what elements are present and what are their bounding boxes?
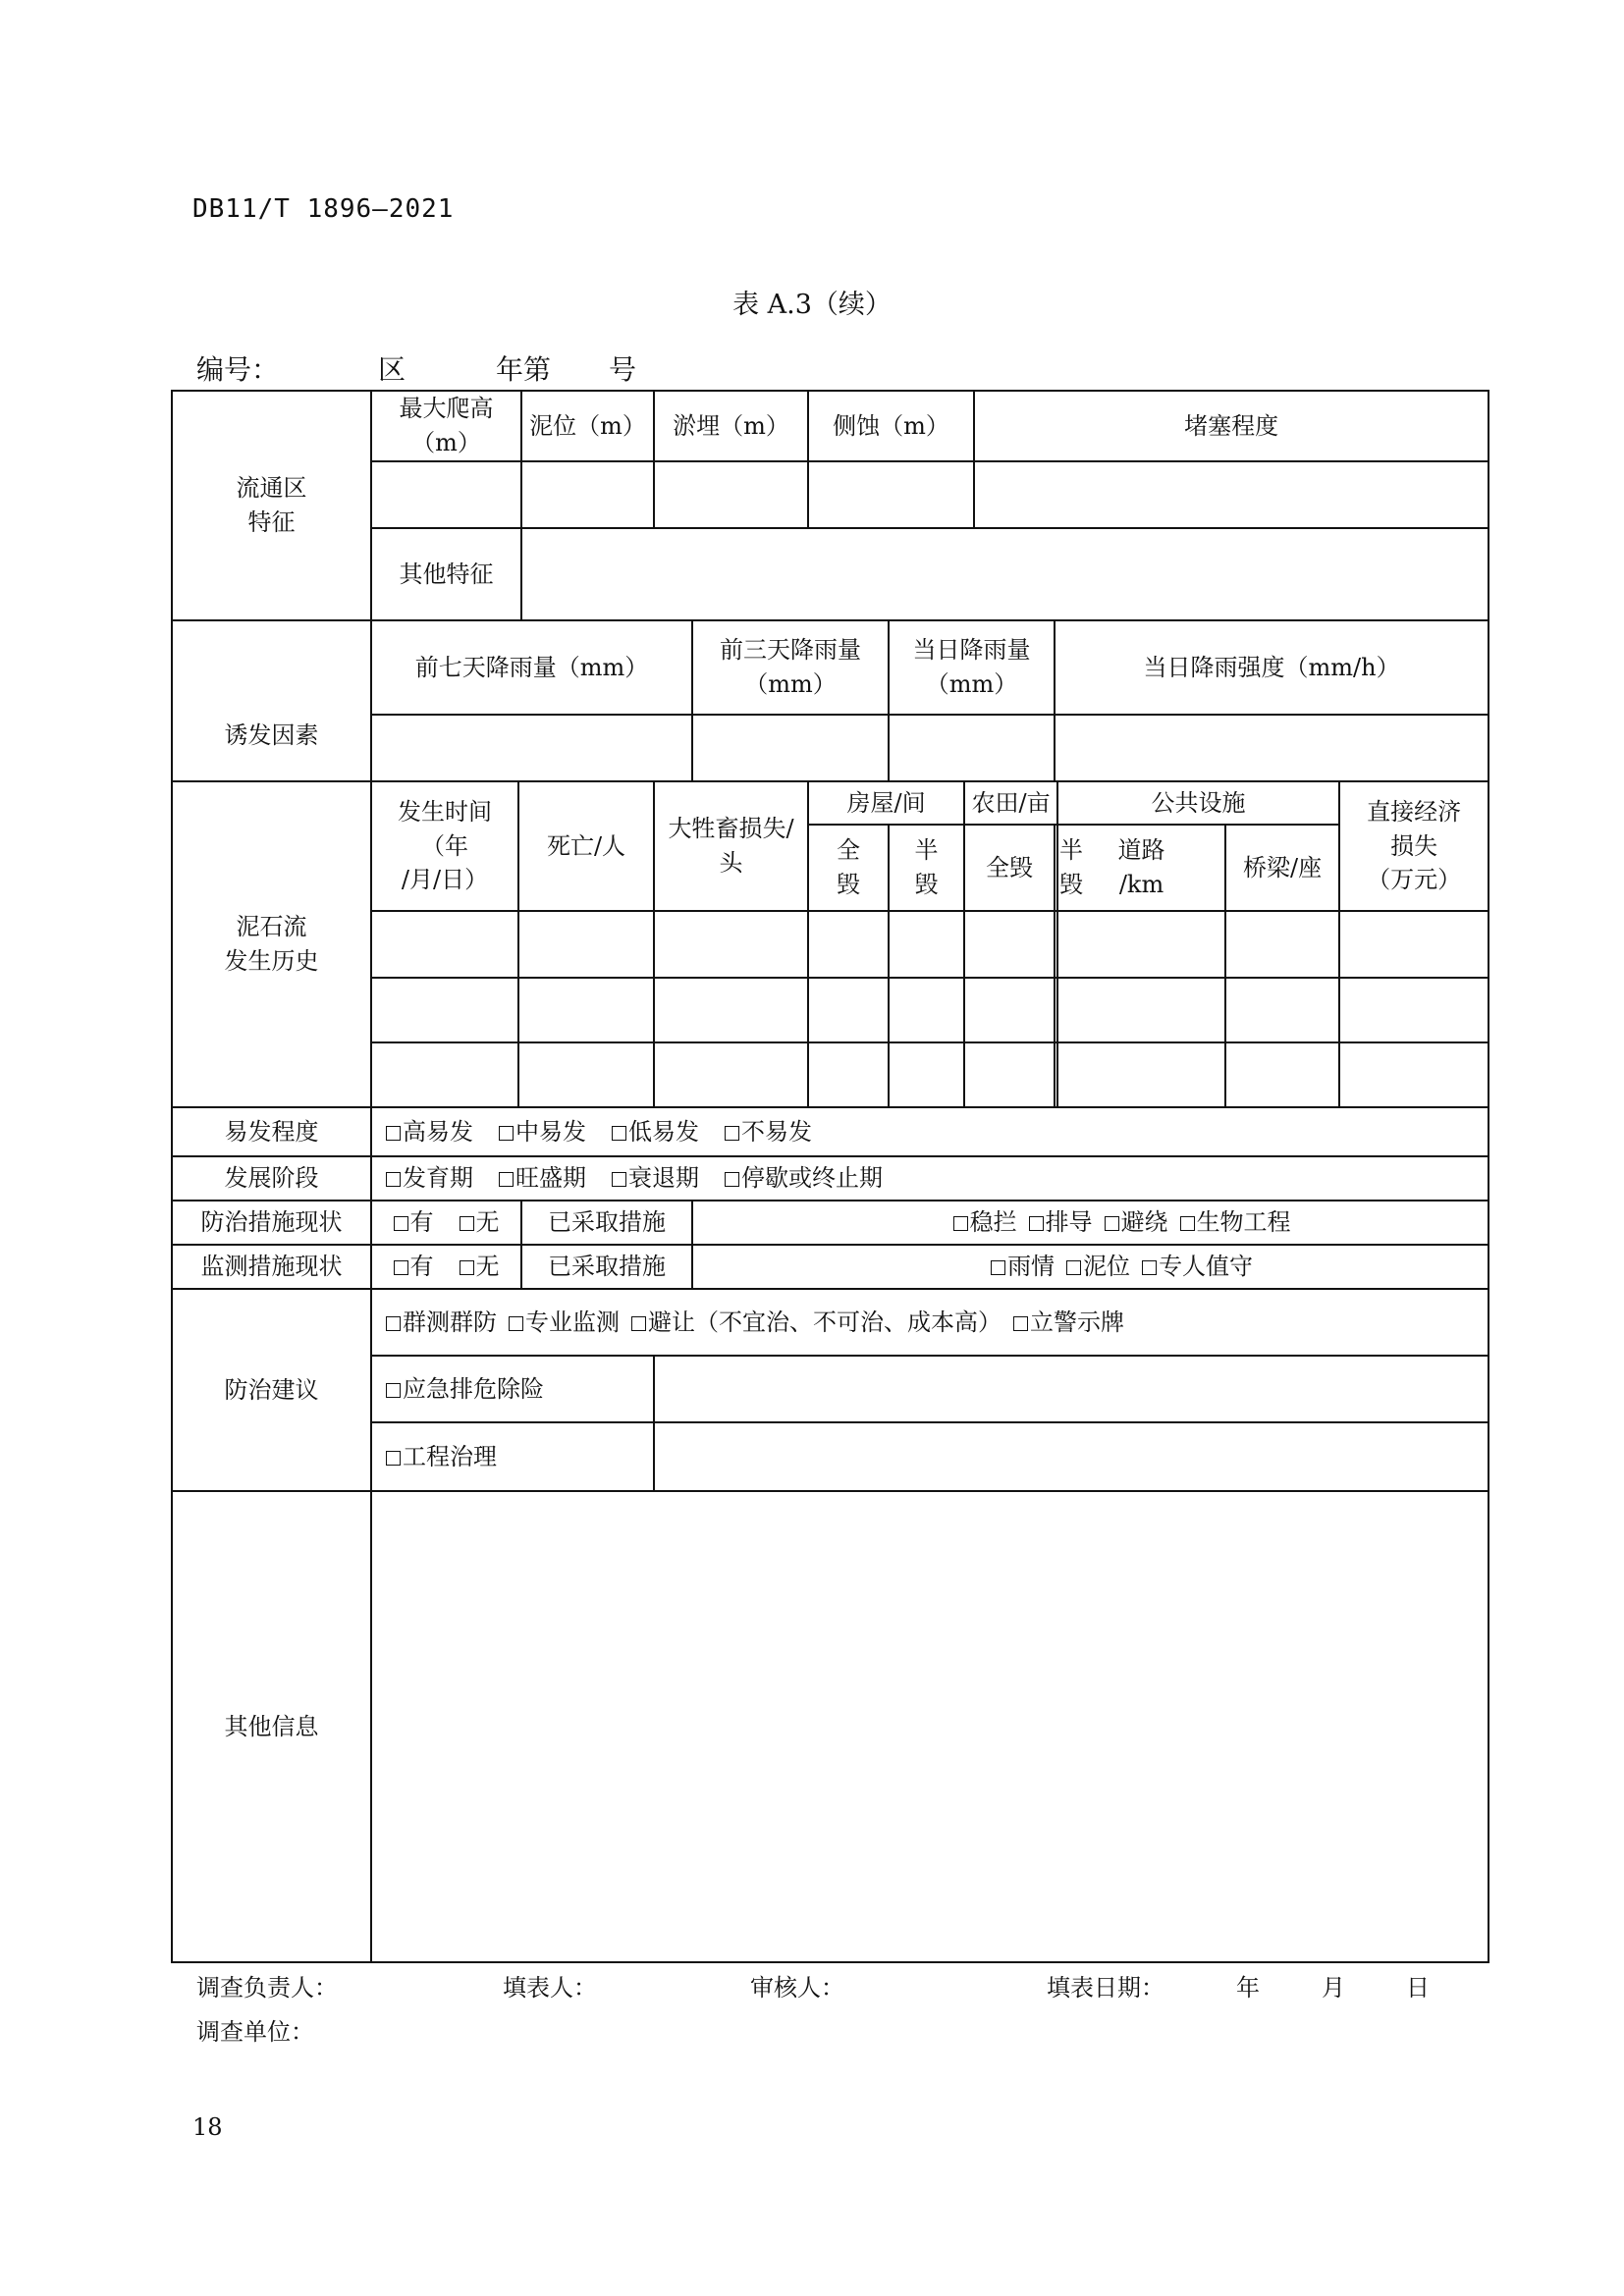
filler-label: 填表人： — [503, 1974, 597, 2002]
header-rain-intensity: 当日降雨强度（mm/h） — [1055, 620, 1489, 715]
header-blockage-degree: 堵塞程度 — [974, 391, 1489, 461]
header-house-full: 全 毁 — [808, 825, 889, 911]
checkbox-icon — [1142, 1260, 1157, 1275]
header-side-erosion: 侧蚀（m） — [808, 391, 974, 461]
header-farmland: 农田/亩 — [964, 781, 1057, 825]
susceptibility-options — [371, 1107, 1489, 1156]
other-info-input[interactable] — [371, 1491, 1489, 1962]
serial-number: 号 — [609, 353, 637, 386]
option-group-monitoring[interactable]: 群测群防 — [386, 1308, 497, 1336]
option-prevention-no[interactable]: 无 — [460, 1208, 500, 1236]
checkbox-icon — [1029, 1216, 1044, 1231]
side-erosion-input[interactable] — [808, 461, 974, 528]
other-info-label: 其他信息 — [172, 1491, 371, 1962]
header-rain-3days: 前三天降雨量（mm） — [692, 620, 889, 715]
circulation-header-row — [172, 391, 1489, 461]
page-number: 18 — [192, 2113, 223, 2141]
fill-date-month: 月 — [1322, 1974, 1345, 2002]
checkbox-icon — [394, 1260, 408, 1275]
other-feature-input[interactable] — [521, 528, 1489, 620]
header-max-climb: 最大爬高（m） — [371, 391, 521, 461]
checkbox-icon — [394, 1216, 408, 1231]
checkbox-icon — [725, 1126, 739, 1141]
monitoring-measure-options — [692, 1245, 1489, 1289]
checkbox-icon — [1180, 1216, 1195, 1231]
option-stabilize-block[interactable]: 稳拦 — [953, 1208, 1017, 1236]
option-drainage[interactable]: 排导 — [1029, 1208, 1093, 1236]
monitoring-yes-no — [371, 1245, 521, 1289]
engineering-treatment-input[interactable] — [654, 1422, 1489, 1491]
susceptibility-row — [172, 1107, 1489, 1156]
header-rain-today: 当日降雨量（mm） — [889, 620, 1055, 715]
header-occurrence-time: 发生时间（年 /月/日） — [371, 781, 518, 911]
option-not-susceptible[interactable]: 不易发 — [725, 1118, 812, 1146]
option-prevention-yes[interactable]: 有 — [394, 1208, 434, 1236]
stage-options — [371, 1156, 1489, 1201]
serial-number-line — [196, 348, 636, 388]
checkbox-icon — [386, 1383, 401, 1398]
header-road: 道路 /km — [1057, 825, 1225, 911]
rain-3days-input[interactable] — [692, 715, 889, 781]
option-rainfall[interactable]: 雨情 — [991, 1253, 1055, 1280]
option-high-susceptibility[interactable]: 高易发 — [386, 1118, 473, 1146]
checkbox-icon — [612, 1172, 626, 1187]
option-monitoring-no[interactable]: 无 — [460, 1253, 500, 1280]
emergency-removal-input[interactable] — [654, 1356, 1489, 1422]
option-mud-level[interactable]: 泥位 — [1066, 1253, 1130, 1280]
checkbox-icon — [386, 1172, 401, 1187]
option-warning-sign[interactable]: 立警示牌 — [1013, 1308, 1124, 1336]
header-mud-level: 泥位（m） — [521, 391, 654, 461]
option-bioengineering[interactable]: 生物工程 — [1180, 1208, 1291, 1236]
checkbox-icon — [725, 1172, 739, 1187]
checkbox-icon — [1013, 1316, 1028, 1331]
monitoring-status-label: 监测措施现状 — [172, 1245, 371, 1289]
option-professional-monitoring[interactable]: 专业监测 — [509, 1308, 620, 1336]
serial-district: 区 — [378, 353, 406, 386]
checkbox-icon — [509, 1316, 523, 1331]
option-avoidance[interactable]: 避让（不宜治、不可治、成本高） — [631, 1308, 1001, 1336]
reviewer-label: 审核人： — [750, 1974, 844, 2002]
prevention-status-label: 防治措施现状 — [172, 1201, 371, 1245]
header-silting: 淤埋（m） — [654, 391, 808, 461]
table-title: 表 A.3（续） — [732, 290, 892, 320]
checkbox-icon — [386, 1316, 401, 1331]
checkbox-icon — [460, 1260, 474, 1275]
fill-date-label: 填表日期： — [1047, 1974, 1164, 2002]
serial-year: 年第 — [496, 353, 552, 386]
susceptibility-label: 易发程度 — [172, 1107, 371, 1156]
history-header-row-1 — [172, 781, 1489, 825]
option-emergency-removal[interactable]: 应急排危除险 — [371, 1356, 654, 1422]
document-code: DB11/T 1896—2021 — [192, 194, 455, 224]
header-livestock-loss: 大牲畜损失/ 头 — [654, 781, 808, 911]
other-info-row — [172, 1491, 1489, 1962]
suggestion-label: 防治建议 — [172, 1289, 371, 1491]
circulation-section-label: 流通区 特征 — [172, 391, 371, 620]
prevention-status-row — [172, 1201, 1489, 1245]
survey-leader-label: 调查负责人： — [196, 1974, 338, 2002]
header-house-half: 半 毁 — [889, 825, 964, 911]
option-low-susceptibility[interactable]: 低易发 — [612, 1118, 699, 1146]
option-developing[interactable]: 发育期 — [386, 1164, 473, 1192]
option-engineering-treatment[interactable]: 工程治理 — [371, 1422, 654, 1491]
history-section-label: 泥石流 发生历史 — [172, 781, 371, 1107]
checkbox-icon — [1066, 1260, 1081, 1275]
monitoring-taken-label: 已采取措施 — [521, 1245, 692, 1289]
header-farm-full: 全毁 — [964, 825, 1055, 911]
suggestion-row-1 — [172, 1289, 1489, 1356]
header-direct-economic-loss: 直接经济 损失 （万元） — [1339, 781, 1489, 911]
prevention-yes-no — [371, 1201, 521, 1245]
trigger-section-label: 诱发因素 — [172, 620, 371, 781]
option-bypass[interactable]: 避绕 — [1105, 1208, 1168, 1236]
header-deaths: 死亡/人 — [518, 781, 654, 911]
header-farm-half: 半毁 — [1055, 825, 1057, 911]
blockage-degree-input[interactable] — [974, 461, 1489, 528]
checkbox-icon — [499, 1172, 514, 1187]
rain-today-input[interactable] — [889, 715, 1055, 781]
option-dedicated-watch[interactable]: 专人值守 — [1142, 1253, 1253, 1280]
max-climb-input[interactable] — [371, 461, 521, 528]
option-flourishing[interactable]: 旺盛期 — [499, 1164, 586, 1192]
checkbox-icon — [386, 1126, 401, 1141]
survey-unit-label: 调查单位： — [196, 2018, 314, 2046]
rain-7days-input[interactable] — [371, 715, 692, 781]
option-monitoring-yes[interactable]: 有 — [394, 1253, 434, 1280]
checkbox-icon — [631, 1316, 646, 1331]
header-rain-7days: 前七天降雨量（mm） — [371, 620, 692, 715]
checkbox-icon — [460, 1216, 474, 1231]
prevention-taken-label: 已采取措施 — [521, 1201, 692, 1245]
survey-form-table — [171, 390, 1489, 1963]
serial-label: 编号： — [196, 353, 280, 386]
stage-row — [172, 1156, 1489, 1201]
option-dormant-or-terminated[interactable]: 停歇或终止期 — [725, 1164, 883, 1192]
stage-label: 发展阶段 — [172, 1156, 371, 1201]
suggestion-options — [371, 1289, 1489, 1356]
option-medium-susceptibility[interactable]: 中易发 — [499, 1118, 586, 1146]
header-houses: 房屋/间 — [808, 781, 964, 825]
option-declining[interactable]: 衰退期 — [612, 1164, 699, 1192]
checkbox-icon — [386, 1451, 401, 1466]
other-feature-label: 其他特征 — [371, 528, 521, 620]
checkbox-icon — [953, 1216, 968, 1231]
trigger-header-row — [172, 620, 1489, 715]
fill-date-day: 日 — [1406, 1974, 1430, 2002]
prevention-measure-options — [692, 1201, 1489, 1245]
checkbox-icon — [499, 1126, 514, 1141]
silting-input[interactable] — [654, 461, 808, 528]
monitoring-status-row — [172, 1245, 1489, 1289]
mud-level-input[interactable] — [521, 461, 654, 528]
rain-intensity-input[interactable] — [1055, 715, 1489, 781]
header-public-facilities: 公共设施 — [1057, 781, 1339, 825]
header-bridge: 桥梁/座 — [1225, 825, 1339, 911]
checkbox-icon — [1105, 1216, 1119, 1231]
checkbox-icon — [991, 1260, 1005, 1275]
fill-date-year: 年 — [1236, 1974, 1260, 2002]
checkbox-icon — [612, 1126, 626, 1141]
